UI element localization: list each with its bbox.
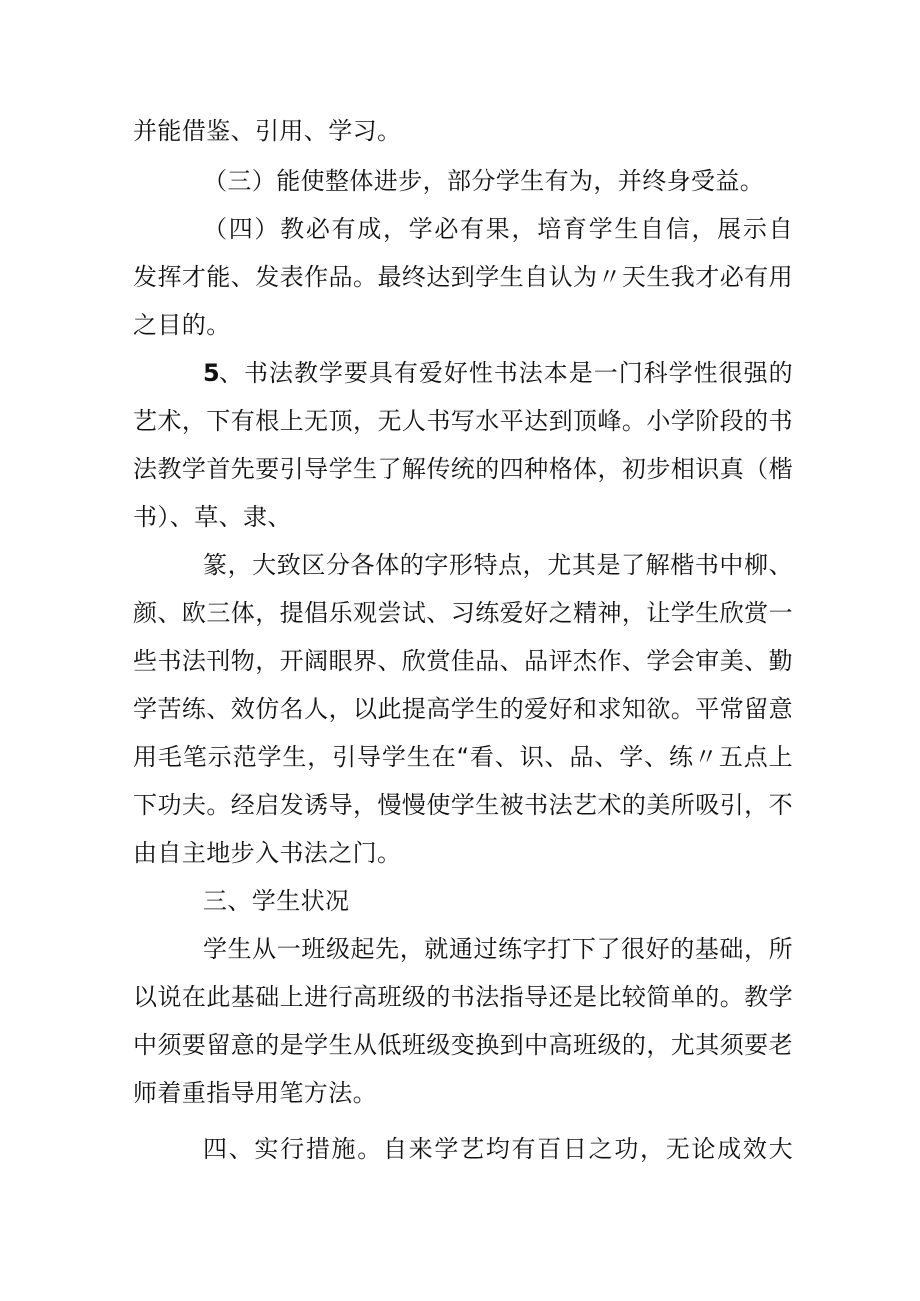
text-line: 用毛笔示范学生，引导学生在“看、识、品、学、练〃五点上 bbox=[133, 743, 793, 771]
text-line: （四）教必有成，学必有果，培育学生自信，展示自 bbox=[203, 215, 793, 243]
section-number: 5 bbox=[203, 359, 221, 387]
text-line: 并能借鉴、引用、学习。 bbox=[133, 117, 402, 145]
text-line: 学苦练、效仿名人，以此提高学生的爱好和求知欲。平常留意 bbox=[133, 695, 793, 723]
section-heading-line: 四、实行措施。自来学艺均有百日之功，无论成效大 bbox=[203, 1135, 793, 1163]
text-line: 颜、欧三体，提倡乐观尝试、习练爱好之精神，让学生欣赏一 bbox=[133, 599, 793, 627]
text-line: （三）能使整体进步，部分学生有为，并终身受益。 bbox=[203, 167, 765, 195]
text-line: 师着重指导用笔方法。 bbox=[133, 1079, 377, 1107]
text-line: 法教学首先要引导学生了解传统的四种格体，初步相识真（楷 bbox=[133, 455, 793, 483]
text-line: 中须要留意的是学生从低班级变换到中高班级的，尤其须要老 bbox=[133, 1031, 793, 1059]
text-line: 艺术，下有根上无顶，无人书写水平达到顶峰。小学阶段的书 bbox=[133, 407, 793, 435]
text-line: 由自主地步入书法之门。 bbox=[133, 839, 402, 867]
text-line: 学生从一班级起先，就通过练字打下了很好的基础，所 bbox=[203, 935, 793, 963]
text-line: 篆，大致区分各体的字形特点，尤其是了解楷书中柳、 bbox=[203, 551, 793, 579]
text-line: 以说在此基础上进行高班级的书法指导还是比较简单的。教学 bbox=[133, 983, 793, 1011]
text-line: 些书法刊物，开阔眼界、欣赏佳品、品评杰作、学会审美、勤 bbox=[133, 647, 793, 675]
text-line: 、书法教学要具有爱好性书法本是一门科学性很强的 bbox=[219, 359, 793, 387]
text-line: 书）、草、隶、 bbox=[133, 503, 292, 531]
text-line: 发挥才能、发表作品。最终达到学生自认为〃天生我才必有用 bbox=[133, 263, 793, 291]
text-line: 下功夫。经启发诱导，慢慢使学生被书法艺术的美所吸引，不 bbox=[133, 791, 793, 819]
section-heading: 三、学生状况 bbox=[203, 887, 350, 915]
text-line: 之目的。 bbox=[133, 311, 231, 339]
